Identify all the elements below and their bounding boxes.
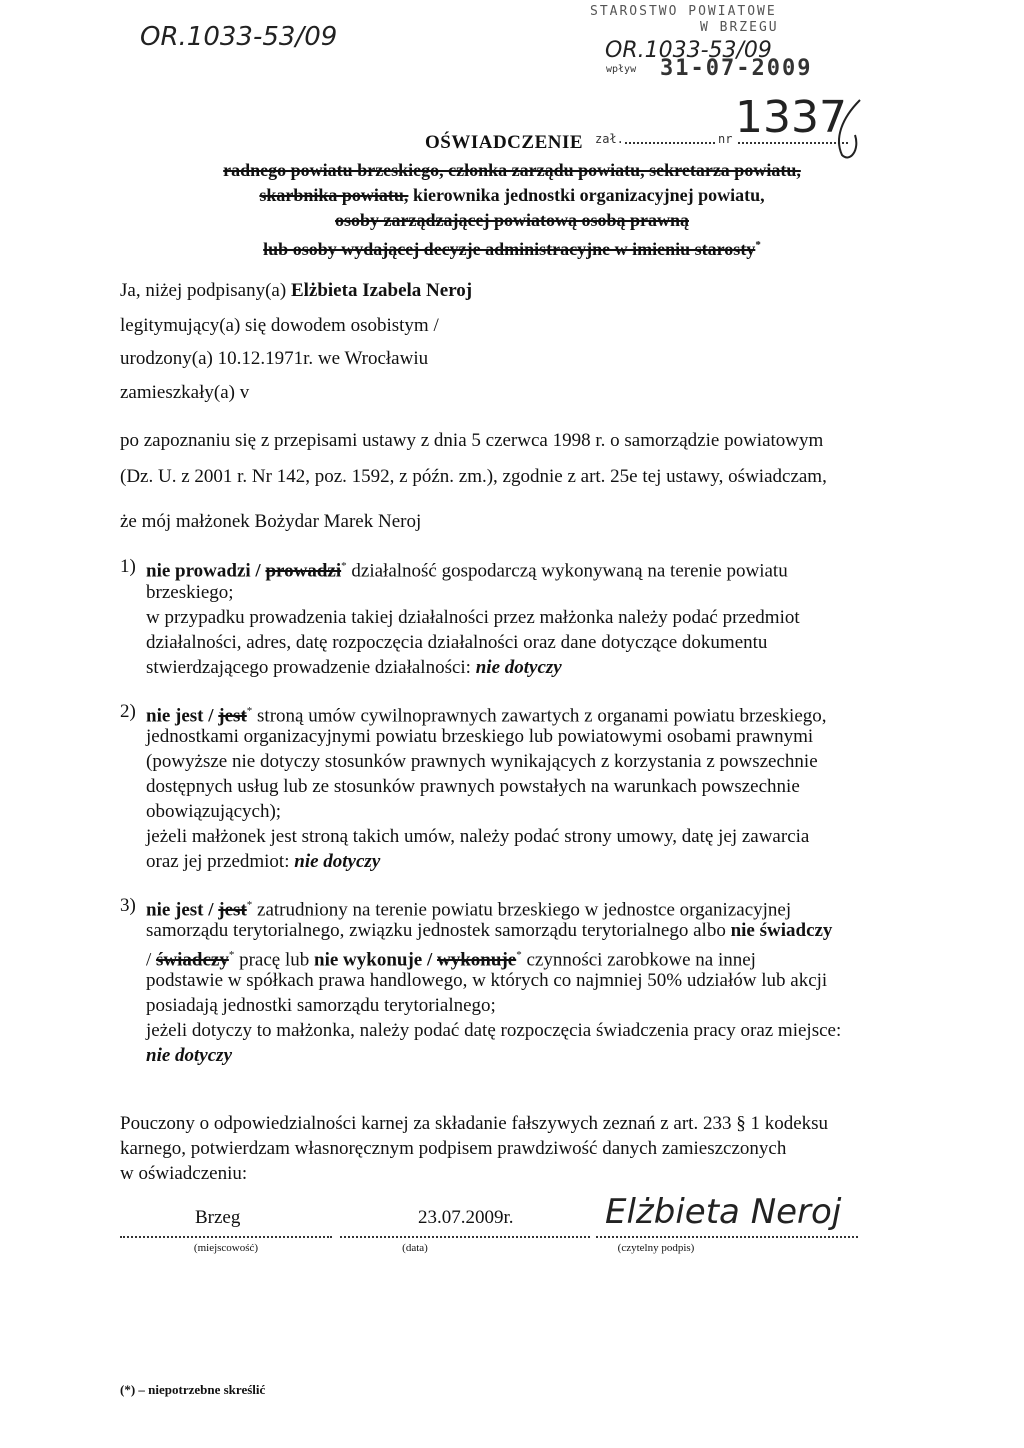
item-2-line-4: dostępnych usług lub ze stosunków prawnych powstałych na warunkach powszechnie — [146, 776, 800, 797]
subtitle-line-3: osoby zarządzającej powiatową osobą prawną — [335, 210, 689, 230]
item-1-answer: nie dotyczy — [475, 657, 562, 678]
subtitle-line-4: lub osoby wydającej decyzje administracyjne w imieniu starosty — [263, 239, 756, 259]
ja-label: Ja, niżej podpisany(a) — [120, 280, 287, 301]
item-3-option-not: nie jest / — [146, 899, 214, 921]
item-3-line-2: samorządu terytorialnego, związku jednostek samorządu terytorialnego albo — [146, 920, 726, 941]
item-1-number: 1) — [120, 556, 136, 577]
intro-line-2: (Dz. U. z 2001 r. Nr 142, poz. 1592, z późn. zm.), zgodnie z art. 25e tej ustawy, oświadczam, — [120, 466, 827, 487]
id-label: legitymujący(a) się dowodem osobistym — [120, 315, 429, 336]
item-2-line-1: stroną umów cywilnoprawnych zawartych z organami powiatu brzeskiego, — [257, 705, 827, 727]
item-3-option-perform-struck: wykonuje — [437, 949, 517, 971]
spouse-name: Bożydar Marek Neroj — [254, 511, 422, 532]
closing-line-2: karnego, potwierdzam własnoręcznym podpisem prawdziwość danych zamieszczonych — [120, 1138, 787, 1159]
item-3-option-not-provide: nie świadczy — [730, 920, 833, 941]
footnote: (*) – niepotrzebne skreślić — [120, 1382, 266, 1397]
item-3-line-3-end: czynności zarobkowe na innej — [526, 949, 756, 971]
closing-line-1: Pouczony o odpowiedzialności karnej za składanie fałszywych zeznań z art. 233 § 1 kodeksu — [120, 1113, 829, 1134]
item-3-option-struck: jest — [218, 899, 247, 921]
item-1-line-1: działalność gospodarczą wykonywaną na terenie powiatu — [351, 560, 788, 582]
spouse-label: że mój małżonek — [120, 511, 250, 532]
place-dotted-line — [120, 1236, 332, 1238]
stamp-attachments-label: zał. — [595, 132, 624, 146]
stamp-institution: STAROSTWO POWIATOWE — [590, 4, 777, 19]
handwritten-reference: OR.1033-53/09 — [140, 22, 338, 52]
date-dotted-line — [340, 1236, 590, 1238]
item-1-asterisk: * — [341, 560, 347, 572]
address-label: zamieszkały(a) — [120, 382, 235, 403]
subtitle-struck-treasurer: skarbnika powiatu, — [259, 185, 409, 205]
date-caption: (data) — [402, 1242, 428, 1254]
item-3-line-4: podstawie w spółkach prawa handlowego, w których co najmniej 50% udziałów lub akcji — [146, 970, 828, 991]
item-2-line-2: jednostkami organizacyjnymi powiatu brzeskiego lub powiatowymi osobami prawnymi — [146, 726, 814, 747]
item-2-asterisk: * — [246, 705, 253, 717]
place-caption: (miejscowość) — [193, 1242, 259, 1254]
stamp-received-label: wpływ — [606, 64, 637, 75]
subtitle-asterisk: * — [755, 239, 761, 251]
item-3-asterisk-3: * — [516, 949, 522, 961]
item-3-line-3-mid: pracę lub — [239, 949, 310, 971]
item-3-line-6: jeżeli dotyczy to małżonka, należy podać datę rozpoczęcia świadczenia pracy oraz miejsce: — [146, 1020, 842, 1041]
item-3-option-provide-struck: świadczy — [156, 949, 229, 971]
item-2-line-7: oraz jej przedmiot: — [146, 851, 290, 872]
item-3-number: 3) — [120, 895, 136, 916]
stamp-date: 31-07-2009 — [660, 56, 813, 81]
item-3-asterisk-1: * — [246, 899, 253, 911]
intro-line-1: po zapoznaniu się z przepisami ustawy z dnia 5 czerwca 1998 r. o samorządzie powiatowym — [120, 430, 824, 451]
id-value-fragment: / — [433, 315, 439, 336]
signature-caption: (czytelny podpis) — [617, 1242, 695, 1254]
document-title: OŚWIADCZENIE — [425, 132, 584, 153]
item-2-line-3: (powyższe nie dotyczy stosunków prawnych wynikających z korzystania z powszechnie — [146, 751, 818, 772]
item-2-line-6: jeżeli małżonek jest stroną takich umów, należy podać strony umowy, datę jej zawarcia — [146, 826, 810, 847]
stamp-number-label: nr — [718, 132, 733, 146]
item-1-line-4: działalności, adres, datę rozpoczęcia działalności oraz dane dotyczące dokumentu — [146, 632, 768, 653]
item-2-number: 2) — [120, 701, 136, 722]
item-3-option-not-perform: nie wykonuje / — [314, 949, 433, 971]
item-3-asterisk-2: * — [228, 949, 235, 961]
declarant-name: Elżbieta Izabela Neroj — [290, 280, 473, 301]
signature-place: Brzeg — [195, 1207, 241, 1228]
item-3-line-1: zatrudniony na terenie powiatu brzeskiego w jednostce organizacyjnej — [257, 899, 792, 921]
handwritten-signature: Elżbieta Neroj — [605, 1192, 842, 1232]
item-1-line-5: stwierdzającego prowadzenie działalności: — [146, 657, 471, 678]
born-value: 10.12.1971r. we Wrocławiu — [217, 348, 429, 369]
item-3-slash: / — [146, 949, 152, 971]
item-2-option-not: nie jest / — [146, 705, 214, 727]
closing-line-3: w oświadczeniu: — [120, 1163, 248, 1184]
born-label: urodzony(a) — [120, 348, 213, 369]
subtitle-line-2: kierownika jednostki organizacyjnej powiatu, — [408, 185, 765, 205]
item-3-line-5: posiadają jednostki samorządu terytorialnego; — [146, 995, 496, 1016]
handwritten-number: 1337 — [735, 92, 847, 143]
item-1-option-not: nie prowadzi / — [146, 560, 261, 582]
subtitle-line-1: radnego powiatu brzeskiego, członka zarządu powiatu, sekretarza powiatu, — [223, 160, 801, 180]
stamp-reference: OR.1033-53/09 — [605, 38, 772, 63]
handwritten-scribble — [830, 95, 870, 165]
item-1-line-2: brzeskiego; — [146, 582, 234, 603]
item-2-line-5: obowiązujących); — [146, 801, 282, 822]
item-1-line-3: w przypadku prowadzenia takiej działalności przez małżonka należy podać przedmiot — [146, 607, 800, 628]
stamp-attachments-line — [625, 142, 715, 144]
item-3-answer: nie dotyczy — [146, 1045, 233, 1066]
address-value-fragment: v — [239, 382, 250, 403]
signature-date: 23.07.2009r. — [418, 1207, 514, 1228]
item-1-option-struck: prowadzi — [265, 560, 342, 582]
signature-dotted-line — [596, 1236, 858, 1238]
item-2-answer: nie dotyczy — [294, 851, 381, 872]
stamp-city: W BRZEGU — [700, 20, 779, 35]
item-2-option-struck: jest — [218, 705, 247, 727]
